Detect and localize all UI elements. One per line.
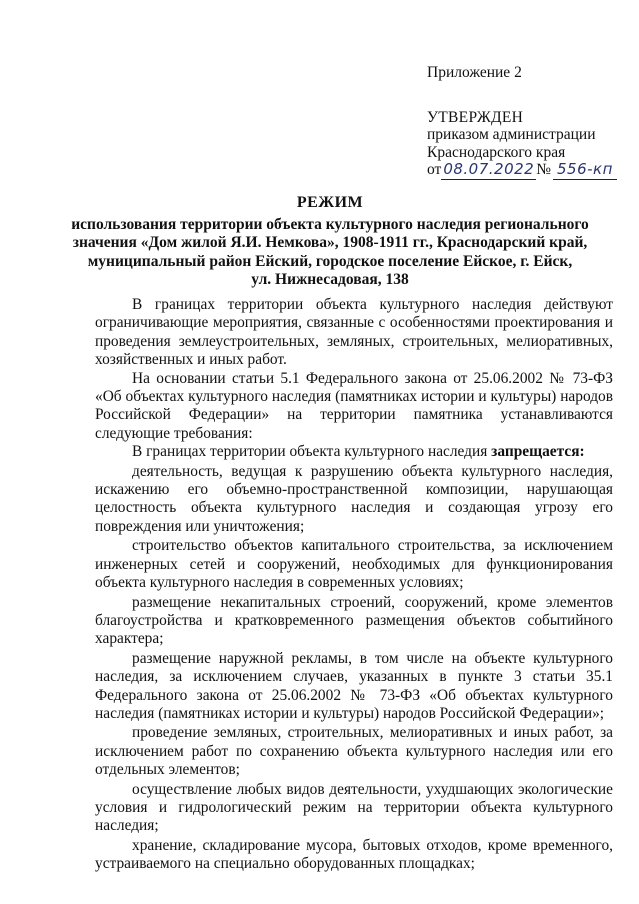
title-line: использования территории объекта культурного наследия регионального (71, 215, 589, 233)
prohibition-item: размещение некапитальных строений, сооружений, кроме элементов благоустройства и кратковременного размещения объектов событийного характера; (95, 593, 613, 648)
prohibition-item: размещение наружной рекламы, в том числе на объекте культурного наследия, за исключением случаев, указанных в пункте 3 статьи 35.1 Федерального закона от 25.06.2002 № 73-ФЗ «Об объектах культурного наследия (памятниках истории и культуры) народов Российской Федерации»; (95, 649, 613, 722)
prohibition-item: проведение земляных, строительных, мелиоративных и иных работ, за исключением работ по сохранению объекта культурного наследия или его отдельных элементов; (95, 724, 613, 779)
document-body (95, 296, 613, 874)
date-prefix: от (427, 161, 442, 178)
handwritten-number: 556-кп (553, 161, 617, 180)
prohibition-item: деятельность, ведущая к разрушению объекта культурного наследия, искажению его объемно-пространственной композиции, нарушающая целостность объекта культурного наследия и создающая угрозу его повреждения или уничтожения; (95, 462, 613, 535)
paragraph-intro: В границах территории объекта культурного наследия действуют ограничивающие мероприятия, связанные с особенностями проектирования и проведения землеустроительных, земляных, строительных, мелиоративных, хозяйственных и иных работ. (95, 296, 613, 369)
paragraph-basis: На основании статьи 5.1 Федерального закона от 25.06.2002 № 73-ФЗ «Об объектах культурного наследия (памятниках истории и культуры) народов Российской Федерации» на территории памятника устанавливаются следующие требования: (95, 369, 613, 442)
prohibition-item: строительство объектов капитального строительства, за исключением инженерных сетей и сооружений, необходимых для функционирования объекта культурного наследия в современных условиях; (95, 537, 613, 592)
approval-stamp-block (427, 64, 627, 180)
title-line: муниципальный район Ейский, городское поселение Ейское, г. Ейск, (87, 252, 573, 270)
paragraph-prohibited-heading (95, 443, 613, 461)
prohibition-item: осуществление любых видов деятельности, ухудшающих экологические условия и гидрологический режим на территории объекта культурного наследия; (95, 780, 613, 835)
prohibited-keyword: запрещается: (491, 443, 585, 461)
handwritten-date: 08.07.2022 (443, 160, 535, 178)
prohibition-item: хранение, складирование мусора, бытовых отходов, кроме временного, устраиваемого на специально оборудованных площадках; (95, 836, 613, 873)
title-line: значения «Дом жилой Я.И. Немкова», 1908-1911 гг., Краснодарский край, (72, 234, 588, 251)
approved-label: УТВЕРЖДЕН (427, 108, 524, 126)
appendix-label: Приложение 2 (427, 64, 522, 81)
title-head: РЕЖИМ (296, 194, 364, 211)
approval-line-2: Краснодарского края (427, 143, 566, 161)
title-line: ул. Нижнесадовая, 138 (251, 271, 409, 288)
approval-date-line (427, 161, 627, 180)
prohibited-heading-text: В границах территории объекта культурного наследия (132, 443, 492, 461)
approval-line-1: приказом администрации (427, 126, 596, 143)
number-sign: № (536, 161, 552, 178)
document-title (40, 194, 620, 290)
